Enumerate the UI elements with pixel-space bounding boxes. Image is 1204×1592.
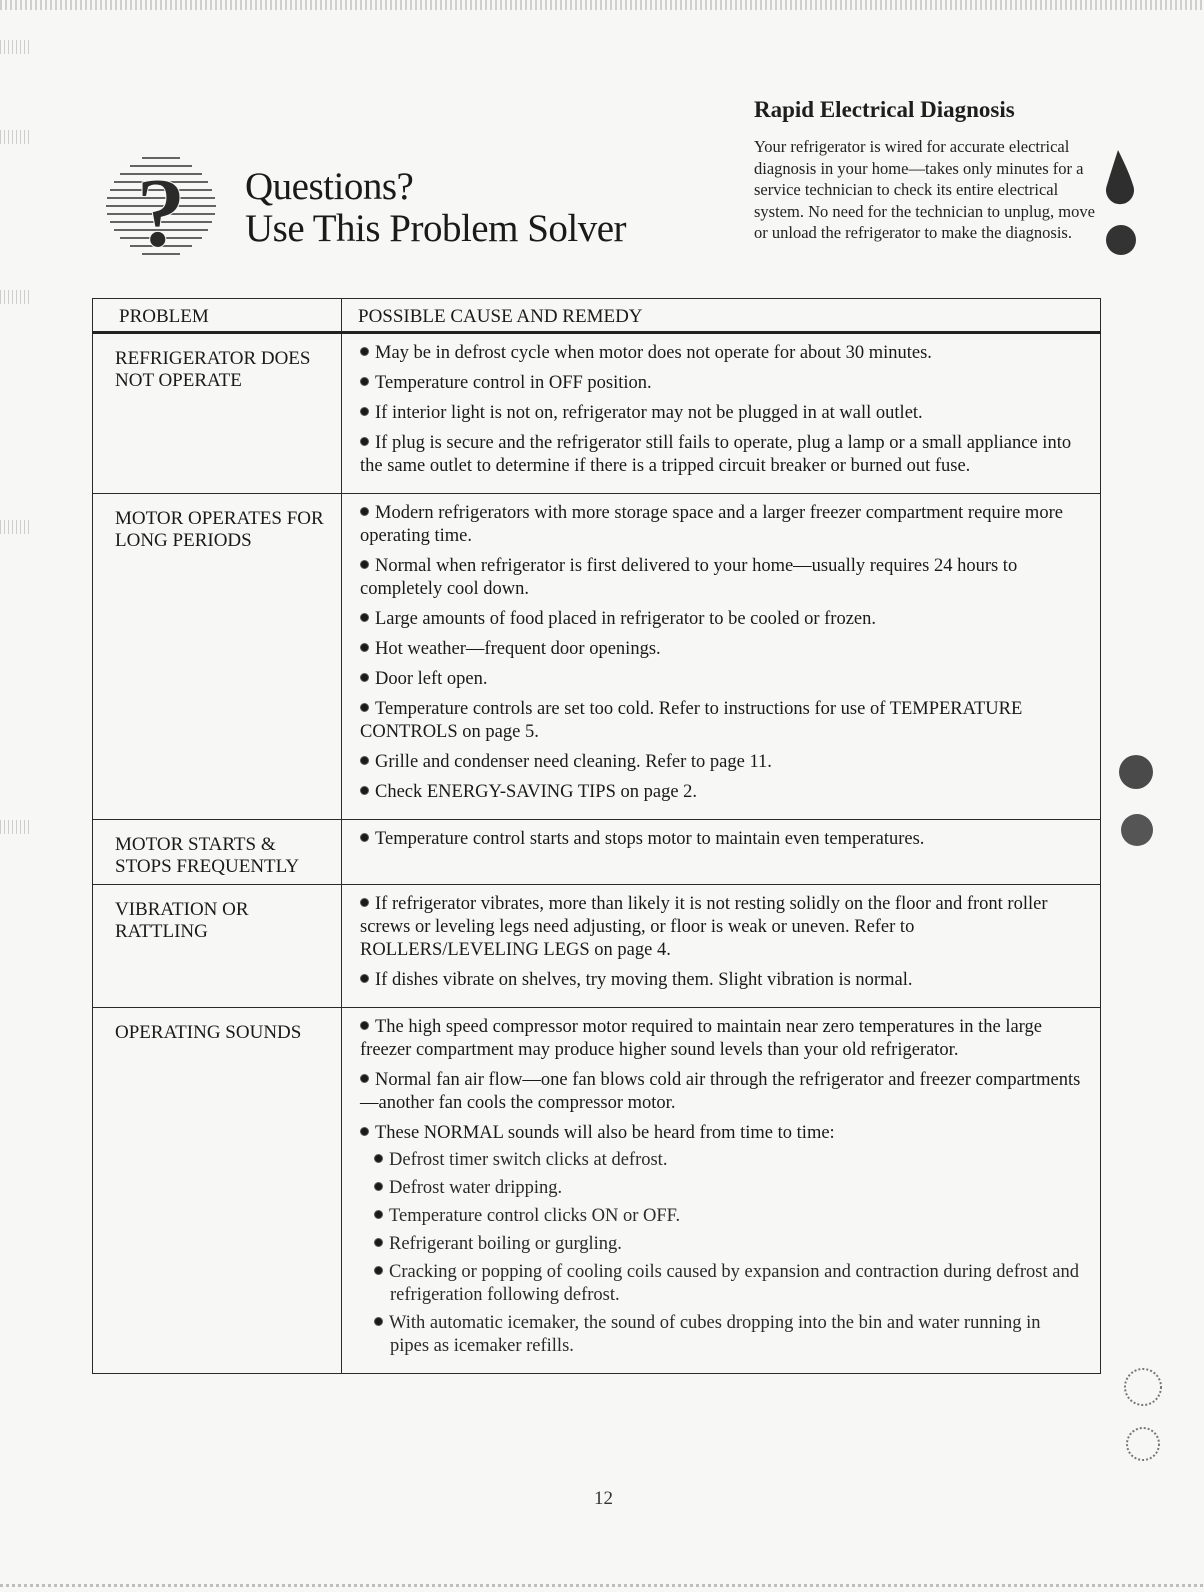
remedy-item: Modern refrigerators with more storage space and a larger freezer compartment require more operating time. bbox=[360, 503, 1063, 546]
bullet-icon bbox=[360, 898, 369, 907]
binder-hole-icon bbox=[1121, 814, 1153, 846]
remedy-item: Temperature controls are set too cold. Refer to instructions for use of TEMPERATURE CONTROLS on page 5. bbox=[360, 699, 1023, 742]
bullet-icon bbox=[360, 1127, 369, 1136]
table-row bbox=[93, 333, 1101, 494]
sub-remedy-item: Temperature control clicks ON or OFF. bbox=[374, 1205, 1082, 1228]
table-header-row bbox=[93, 299, 1101, 333]
sidebar-heading: Rapid Electrical Diagnosis bbox=[754, 97, 1015, 122]
problem-cell: VIBRATION OR RATTLING bbox=[93, 885, 342, 1008]
bullet-icon bbox=[374, 1182, 383, 1191]
remedy-item: The high speed compressor motor required to maintain near zero temperatures in the large freezer compartment may produce higher sound levels than your old refrigerator. bbox=[360, 1017, 1042, 1060]
sub-remedy-item: Refrigerant boiling or gurgling. bbox=[374, 1233, 1082, 1256]
page-title bbox=[245, 166, 626, 250]
column-header-remedy: POSSIBLE CAUSE AND REMEDY bbox=[342, 299, 1101, 333]
remedy-item: These NORMAL sounds will also be heard from time to time: Defrost timer switch clicks at defrost. Defrost water dripping. Temperature control clicks ON or OFF. Refrigerant boiling or gurgling. Cracking or popping of cooling coils caused by expansion and contraction during defrost and refrigeration following defrost. With automatic icemaker, the sound of cubes dropping into the bin and water running in pipes as icemaker refills. bbox=[360, 1122, 1082, 1358]
table-row bbox=[93, 885, 1101, 1008]
title-line-1: Questions? bbox=[245, 165, 414, 208]
table-row bbox=[93, 820, 1101, 885]
remedy-cell bbox=[342, 1008, 1101, 1374]
bullet-icon bbox=[360, 507, 369, 516]
problem-cell: REFRIGERATOR DOES NOT OPERATE bbox=[93, 333, 342, 494]
problem-solver-table bbox=[92, 298, 1101, 1374]
bullet-icon bbox=[360, 833, 369, 842]
remedy-item: Door left open. bbox=[360, 668, 1082, 691]
sub-remedy-item: Defrost timer switch clicks at defrost. bbox=[374, 1149, 1082, 1172]
bullet-icon bbox=[360, 613, 369, 622]
scan-edge-top bbox=[0, 0, 1204, 10]
bullet-icon bbox=[374, 1317, 383, 1326]
bullet-icon bbox=[360, 974, 369, 983]
bullet-icon bbox=[374, 1210, 383, 1219]
problem-cell: OPERATING SOUNDS bbox=[93, 1008, 342, 1374]
svg-text:?: ? bbox=[136, 157, 186, 268]
remedy-item: If plug is secure and the refrigerator still fails to operate, plug a lamp or a small appliance into the same outlet to determine if there is a tripped circuit breaker or burned out fuse. bbox=[360, 433, 1072, 476]
scan-speck bbox=[0, 520, 30, 534]
remedy-item: If refrigerator vibrates, more than likely it is not resting solidly on the floor and front roller screws or leveling legs need adjusting, or floor is weak or uneven. Refer to ROLLERS/LEVELING LEGS on page 4. bbox=[360, 894, 1048, 960]
bullet-icon bbox=[360, 756, 369, 765]
sidebar-body: Your refrigerator is wired for accurate electrical diagnosis in your home—takes only minutes for a service technician to check its entire electrical system. No need for the technician to unplug, move or unload the refrigerator to make the diagnosis. bbox=[754, 137, 1095, 242]
bullet-icon bbox=[374, 1238, 383, 1247]
scan-speck bbox=[0, 290, 30, 304]
remedy-item: Normal when refrigerator is first delivered to your home—usually requires 24 hours to completely cool down. bbox=[360, 556, 1018, 599]
question-mark-icon bbox=[102, 150, 220, 268]
remedy-cell bbox=[342, 333, 1101, 494]
remedy-item: Normal fan air flow—one fan blows cold air through the refrigerator and freezer compartments—another fan cools the compressor motor. bbox=[360, 1070, 1081, 1113]
sub-remedy-item: Cracking or popping of cooling coils caused by expansion and contraction during defrost and refrigeration following defrost. bbox=[374, 1261, 1082, 1307]
bullet-icon bbox=[360, 437, 369, 446]
remedy-item: If dishes vibrate on shelves, try moving them. Slight vibration is normal. bbox=[360, 969, 1082, 992]
scan-speck bbox=[0, 40, 30, 54]
bullet-icon bbox=[360, 1074, 369, 1083]
scan-speck bbox=[0, 130, 30, 144]
binder-hole-icon bbox=[1127, 1428, 1159, 1460]
bullet-icon bbox=[360, 643, 369, 652]
remedy-item: Check ENERGY-SAVING TIPS on page 2. bbox=[360, 781, 1082, 804]
bullet-icon bbox=[360, 407, 369, 416]
column-header-problem: PROBLEM bbox=[93, 299, 342, 333]
scan-speck bbox=[0, 820, 30, 834]
remedy-item: If interior light is not on, refrigerator may not be plugged in at wall outlet. bbox=[360, 402, 1082, 425]
bullet-icon bbox=[374, 1266, 383, 1275]
table-row bbox=[93, 494, 1101, 820]
remedy-item: Temperature control starts and stops motor to maintain even temperatures. bbox=[360, 828, 1082, 851]
bullet-icon bbox=[360, 1021, 369, 1030]
bullet-icon bbox=[360, 377, 369, 386]
problem-cell: MOTOR OPERATES FOR LONG PERIODS bbox=[93, 494, 342, 820]
title-line-2: Use This Problem Solver bbox=[245, 207, 627, 250]
binder-hole-icon bbox=[1125, 1369, 1161, 1405]
remedy-item: Grille and condenser need cleaning. Refer to page 11. bbox=[360, 751, 1082, 774]
bullet-icon bbox=[360, 703, 369, 712]
binder-hole-icon bbox=[1119, 755, 1153, 789]
problem-cell: MOTOR STARTS & STOPS FREQUENTLY bbox=[93, 820, 342, 885]
table-row bbox=[93, 1008, 1101, 1374]
bullet-icon bbox=[360, 347, 369, 356]
remedy-item: Temperature control in OFF position. bbox=[360, 372, 1082, 395]
remedy-item: May be in defrost cycle when motor does not operate for about 30 minutes. bbox=[360, 342, 1082, 365]
sub-remedy-item: With automatic icemaker, the sound of cubes dropping into the bin and water running in pipes as icemaker refills. bbox=[374, 1312, 1082, 1358]
binder-hole-icon bbox=[1106, 225, 1136, 255]
bullet-icon bbox=[360, 560, 369, 569]
bullet-icon bbox=[374, 1154, 383, 1163]
remedy-cell bbox=[342, 885, 1101, 1008]
binder-hole-icon bbox=[1106, 150, 1134, 204]
bullet-icon bbox=[360, 673, 369, 682]
remedy-item: Hot weather—frequent door openings. bbox=[360, 638, 1082, 661]
remedy-cell bbox=[342, 820, 1101, 885]
page-number: 12 bbox=[594, 1488, 613, 1509]
bullet-icon bbox=[360, 786, 369, 795]
sub-remedy-item: Defrost water dripping. bbox=[374, 1177, 1082, 1200]
scan-edge-bottom bbox=[0, 1584, 1204, 1587]
remedy-cell bbox=[342, 494, 1101, 820]
remedy-item: Large amounts of food placed in refrigerator to be cooled or frozen. bbox=[360, 608, 1082, 631]
